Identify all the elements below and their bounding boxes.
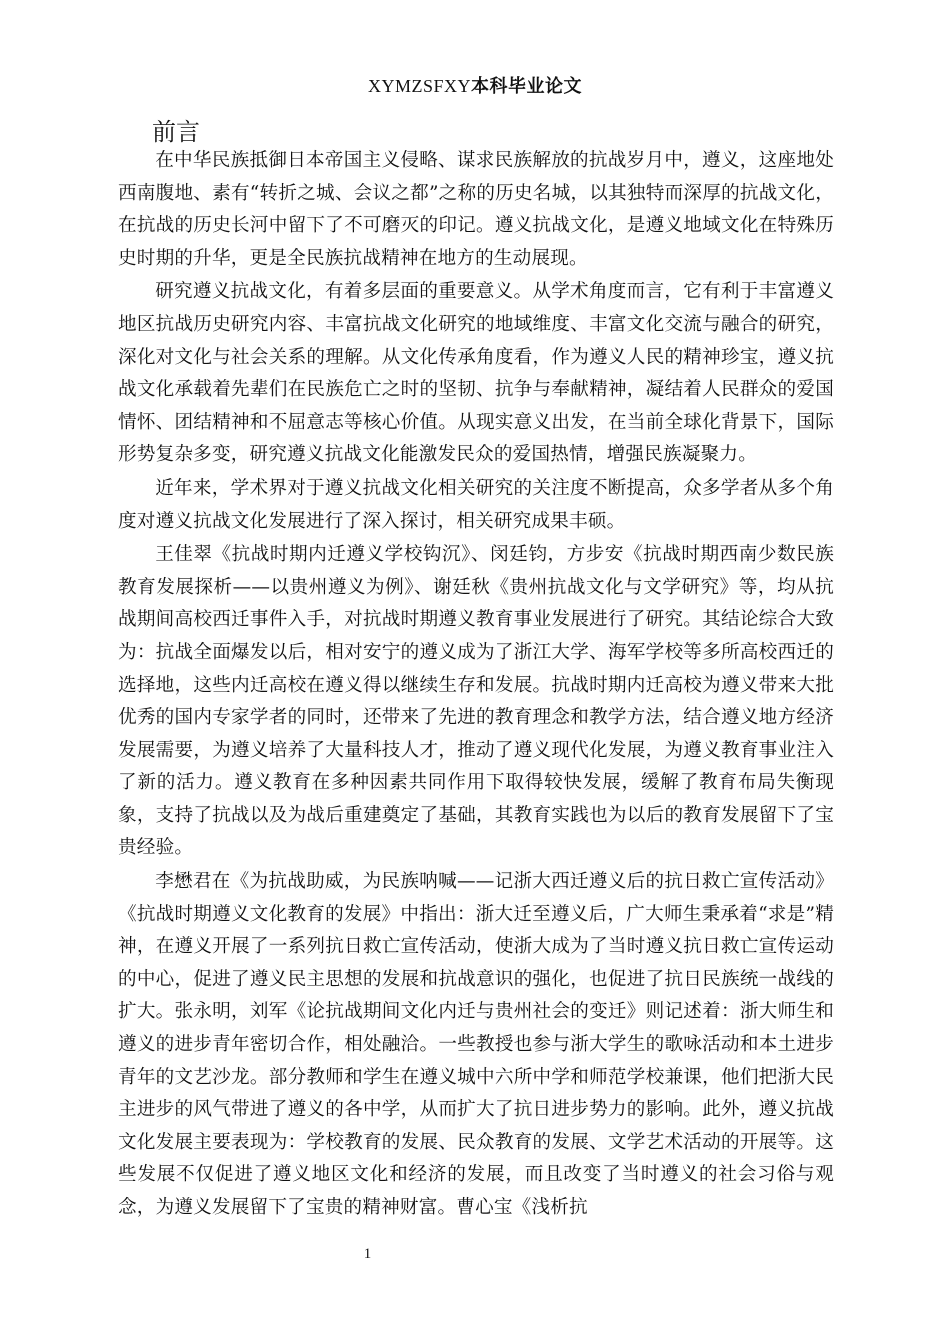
section-title: 前言 <box>152 118 200 146</box>
header-code: XYMZSFXY <box>367 76 472 96</box>
paragraph: 李懋君在《为抗战助威，为民族呐喊——记浙大西迁遵义后的抗日救亡宣传活动》《抗战时期遵义文化教育的发展》中指出：浙大迁至遵义后，广大师生秉承着“求是”精神，在遵义开展了一系列抗日救亡宣传活动，使浙大成为了当时遵义抗日救亡宣传运动的中心，促进了遵义民主思想的发展和抗战意识的强化，也促进了抗日民族统一战线的扩大。张永明，刘军《论抗战期间文化内迁与贵州社会的变迁》则记述着：浙大师生和遵义的进步青年密切合作，相处融洽。一些教授也参与浙大学生的歌咏活动和本土进步青年的文艺沙龙。部分教师和学生在遵义城中六所中学和师范学校兼课，他们把浙大民主进步的风气带进了遵义的各中学，从而扩大了抗日进步势力的影响。此外，遵义抗战文化发展主要表现为：学校教育的发展、民众教育的发展、文学艺术活动的开展等。这些发展不仅促进了遵义地区文化和经济的发展，而且改变了当时遵义的社会习俗与观念，为遵义发展留下了宝贵的精神财富。曹心宝《浅析抗 <box>118 871 834 1218</box>
body-text <box>118 145 834 1226</box>
paragraph: 王佳翠《抗战时期内迁遵义学校钩沉》、闵廷钧，方步安《抗战时期西南少数民族教育发展探析——以贵州遵义为例》、谢廷秋《贵州抗战文化与文学研究》等，均从抗战期间高校西迁事件入手，对抗战时期遵义教育事业发展进行了研究。其结论综合大致为：抗战全面爆发以后，相对安宁的遵义成为了浙江大学、海军学校等多所高校西迁的选择地，这些内迁高校在遵义得以继续生存和发展。抗战时期内迁高校为遵义带来大批优秀的国内专家学者的同时，还带来了先进的教育理念和教学方法，结合遵义地方经济发展需要，为遵义培养了大量科技人才，推动了遵义现代化发展，为遵义教育事业注入了新的活力。遵义教育在多种因素共同作用下取得较快发展，缓解了教育布局失衡现象，支持了抗战以及为战后重建奠定了基础，其教育实践也为以后的教育发展留下了宝贵经验。 <box>118 544 834 859</box>
running-header <box>0 72 950 98</box>
paragraph: 在中华民族抵御日本帝国主义侵略、谋求民族解放的抗战岁月中，遵义，这座地处西南腹地、素有“转折之城、会议之都”之称的历史名城，以其独特而深厚的抗战文化，在抗战的历史长河中留下了不可磨灭的印记。遵义抗战文化，是遵义地域文化在特殊历史时期的升华，更是全民族抗战精神在地方的生动展现。 <box>118 150 834 269</box>
paragraph: 近年来，学术界对于遵义抗战文化相关研究的关注度不断提高，众多学者从多个角度对遵义抗战文化发展进行了深入探讨，相关研究成果丰硕。 <box>118 477 834 532</box>
header-label: 本科毕业论文 <box>471 76 583 97</box>
page-number: 1 <box>363 1246 372 1262</box>
paragraph: 研究遵义抗战文化，有着多层面的重要意义。从学术角度而言，它有利于丰富遵义地区抗战历史研究内容、丰富抗战文化研究的地域维度、丰富文化交流与融合的研究，深化对文化与社会关系的理解。从文化传承角度看，作为遵义人民的精神珍宝，遵义抗战文化承载着先辈们在民族危亡之时的坚韧、抗争与奉献精神，凝结着人民群众的爱国情怀、团结精神和不屈意志等核心价值。从现实意义出发，在当前全球化背景下，国际形势复杂多变，研究遵义抗战文化能激发民众的爱国热情，增强民族凝聚力。 <box>118 281 834 466</box>
